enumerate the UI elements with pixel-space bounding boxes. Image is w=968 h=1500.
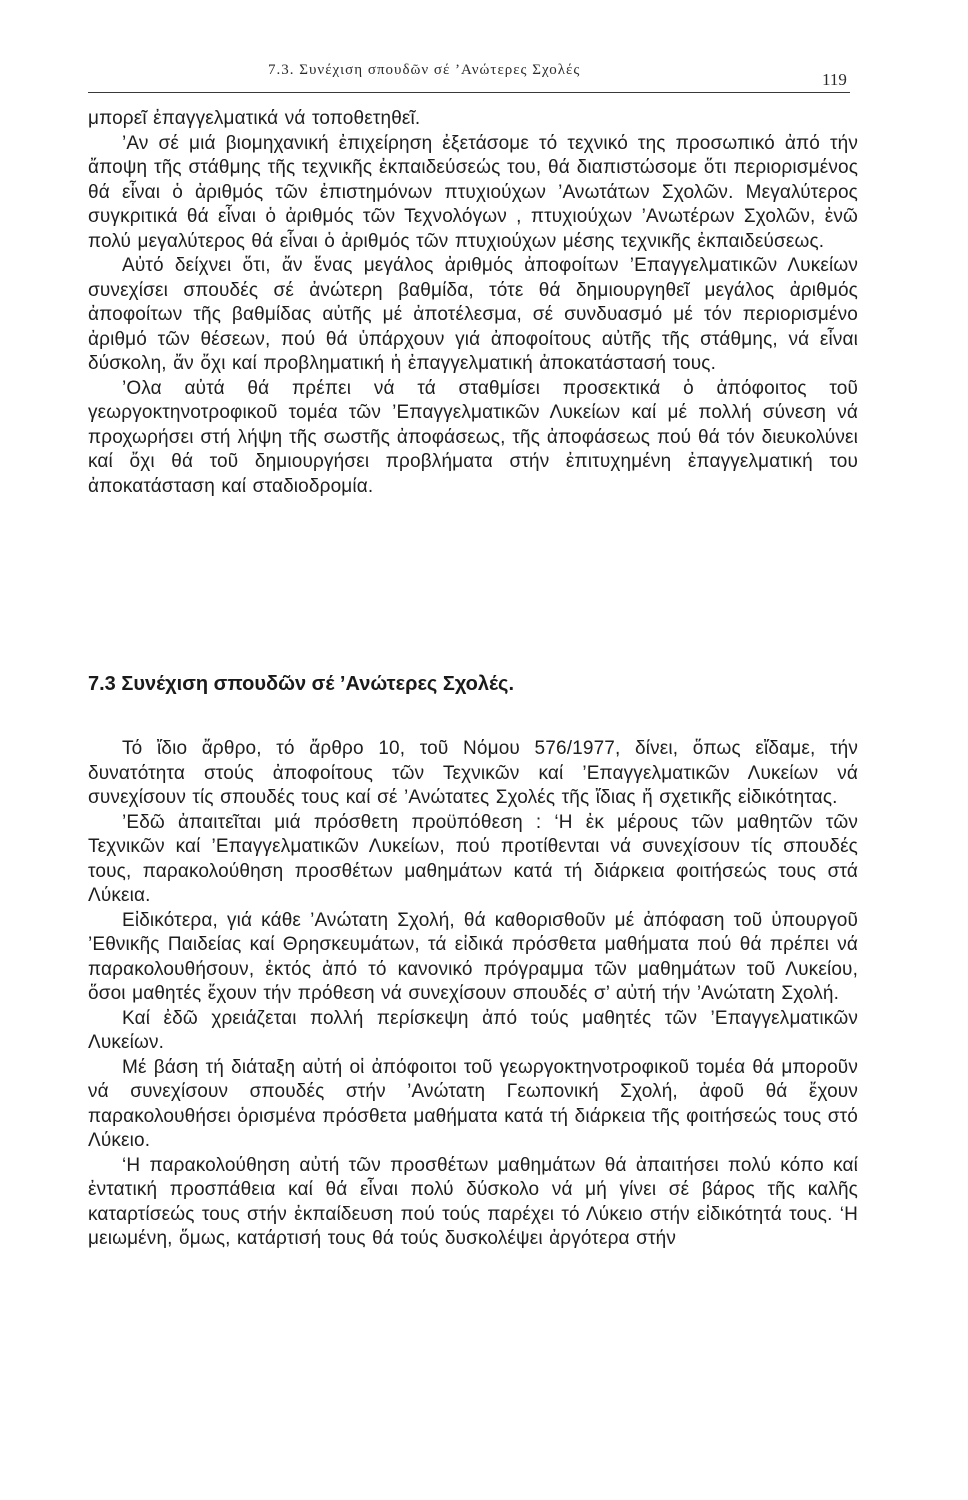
paragraph: ‘Η παρακολούθηση αὐτή τῶν προσθέτων μαθημάτων θά ἀπαιτήσει πολύ κόπο καί ἐντατική προσπάθεια καί θά εἶναι πολύ δύσκολο νά μή γίνει σέ βάρος τῆς καλῆς καταρτίσεώς τους στήν ἐκπαίδευση πού τούς παρέχει τό Λύκειο στήν εἰδικότητά τους. ‘Η μειωμένη, ὅμως, κατάρτισή τους θά τούς δυσκολέψει ἀργότερα στήν (88, 1154, 858, 1249)
section-heading: 7.3 Συνέχιση σπουδῶν σέ ’Ανώτερες Σχολές. (88, 673, 515, 695)
running-head-title: 7.3. Συνέχιση σπουδῶν σέ ’Ανώτερες Σχολές (268, 62, 581, 78)
paragraph: ’Ολα αὐτά θά πρέπει νά τά σταθμίσει προσεκτικά ὁ ἀπόφοιτος τοῦ γεωργοκτηνοτροφικοῦ τομέα τῶν ’Επαγγελματικῶν Λυκείων καί μέ πολλή σύνεση νά προχωρήσει στή λήψη τῆς σωστῆς ἀποφάσεως, τῆς ἀποφάσεως πού θά τόν διευκολύνει καί ὄχι θά τοῦ δημιουργήσει προβλήματα στήν ἐπιτυχημένη ἐπαγγελματική του ἀποκατάσταση καί σταδιοδρομία. (88, 377, 858, 497)
top-text-block (88, 107, 858, 499)
paragraph: Τό ἴδιο ἄρθρο, τό ἄρθρο 10, τοῦ Νόμου 576/1977, δίνει, ὅπως εἴδαμε, τήν δυνατότητα στούς ἀποφοίτους τῶν Τεχνικῶν καί ’Επαγγελματικῶν Λυκείων νά συνεχίσουν τίς σπουδές τους καί σέ ’Ανώτατες Σχολές τῆς ἴδιας ἤ σχετικῆς εἰδικότητας. (88, 738, 858, 808)
paragraph: ’Αν σέ μιά βιομηχανική ἐπιχείρηση ἐξετάσομε τό τεχνικό της προσωπικό ἀπό τήν ἄποψη τῆς στάθμης τῆς τεχνικῆς ἐκπαιδεύσεώς του, θά διαπιστώσομε ὅτι περιορισμένος θά εἶναι ὁ ἀριθμός τῶν ἐπιστημόνων πτυχιούχων ’Ανωτάτων Σχολῶν. Μεγαλύτερος συγκριτικά θά εἶναι ὁ ἀριθμός τῶν Τεχνολόγων , πτυχιούχων ’Ανωτέρων Σχολῶν, ἐνῶ πολύ μεγαλύτερος θά εἶναι ὁ ἀριθμός τῶν πτυχιούχων μέσης τεχνικῆς ἐκπαιδεύσεως. (88, 132, 858, 252)
paragraph-continued: μπορεῖ ἐπαγγελματικά νά τοποθετηθεῖ. (88, 108, 421, 129)
paragraph: Μέ βάση τή διάταξη αὐτή οἱ ἀπόφοιτοι τοῦ γεωργοκτηνοτροφικοῦ τομέα θά μποροῦν νά συνεχίσουν σπουδές στήν ’Ανώτατη Γεωπονική Σχολή, ἀφοῦ θά ἔχουν παρακολουθήσει ὁρισμένα πρόσθετα μαθήματα κατά τή διάρκεια τῆς φοιτήσεώς τους στό Λύκειο. (88, 1056, 858, 1151)
paragraph: ’Εδῶ ἀπαιτεῖται μιά πρόσθετη προϋπόθεση : ‘Η ἐκ μέρους τῶν μαθητῶν τῶν Τεχνικῶν καί ’Επαγγελματικῶν Λυκείων, πού προτίθενται νά συνεχίσουν τίς σπουδές τους, παρακολούθηση προσθέτων μαθημάτων κατά τή διάρκεια φοιτήσεώς τους στά Λύκεια. (88, 811, 858, 906)
paragraph: Εἰδικότερα, γιά κάθε ’Ανώτατη Σχολή, θά καθορισθοῦν μέ ἀπόφαση τοῦ ὑπουργοῦ ’Εθνικῆς Παιδείας καί Θρησκευμάτων, τά εἰδικά πρόσθετα μαθήματα πού θά πρέπει νά παρακολουθήσουν, ἐκτός ἀπό τό κανονικό πρόγραμμα τῶν μαθημάτων τοῦ Λυκείου, ὅσοι μαθητές ἔχουν τήν πρόθεση νά συνεχίσουν σπουδές σ’ αὐτή τήν ’Ανώτατη Σχολή. (88, 909, 858, 1004)
page-number: 119 (822, 70, 847, 89)
section-text-block (88, 737, 858, 1252)
paragraph: Αὐτό δείχνει ὅτι, ἄν ἕνας μεγάλος ἀριθμός ἀποφοίτων ’Επαγγελματικῶν Λυκείων συνεχίσει σπουδές σέ ἀνώτερη βαθμίδα, τότε θά δημιουργηθεῖ μεγάλος ἀριθμός ἀποφοίτων τῆς βαθμίδας αὐτῆς μέ ἀποτέλεσμα, σέ συνδυασμό μέ τόν περιορισμένο ἀριθμό τῶν θέσεων, πού θά ὑπάρχουν γιά ἀποφοίτους αὐτῆς τῆς στάθμης, νά εἶναι δύσκολη, ἄν ὄχι καί προβληματική ἡ ἐπαγγελματική ἀποκατάστασή τους. (88, 255, 858, 374)
header-rule (88, 92, 850, 93)
paragraph: Καί ἐδῶ χρειάζεται πολλή περίσκεψη ἀπό τούς μαθητές τῶν ’Επαγγελματικῶν Λυκείων. (88, 1007, 858, 1053)
